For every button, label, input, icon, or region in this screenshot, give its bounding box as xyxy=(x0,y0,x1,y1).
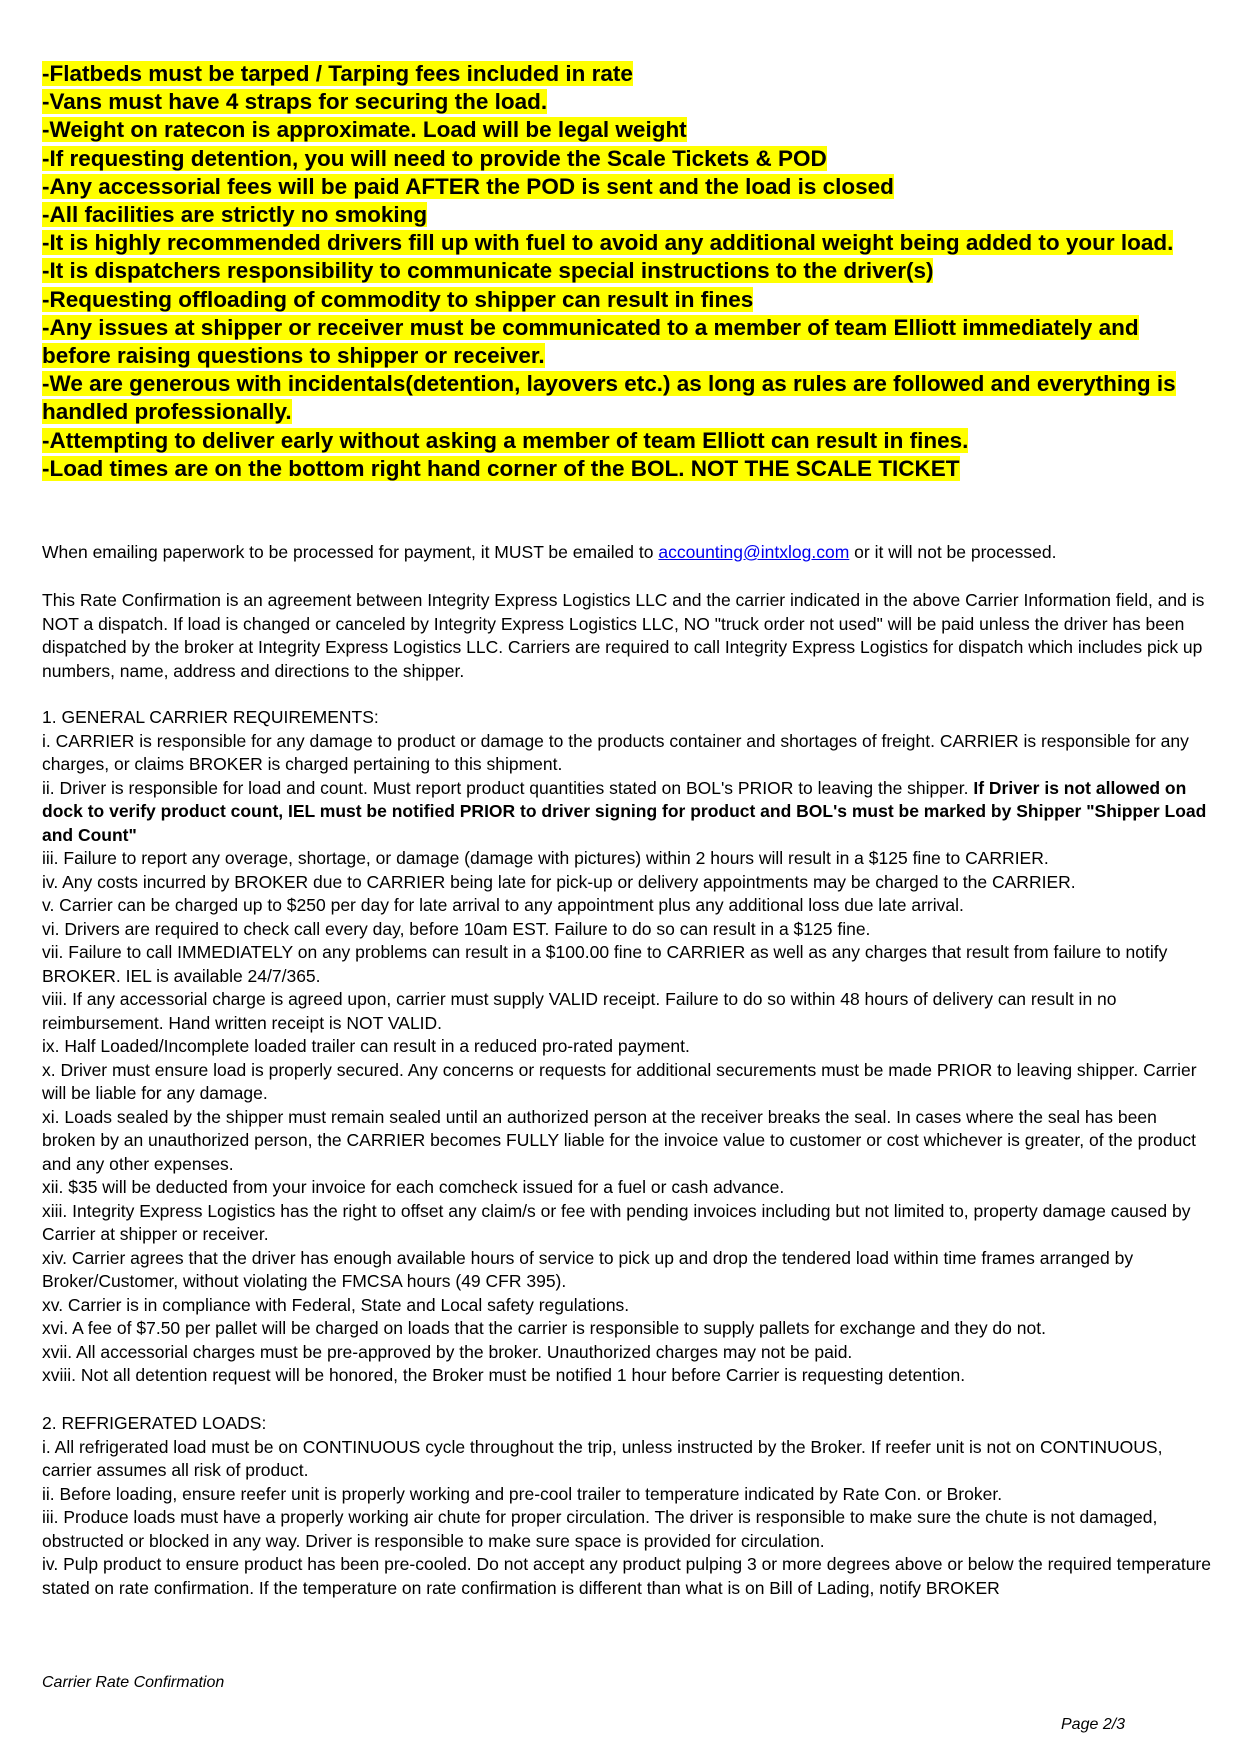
instruction-line: -All facilities are strictly no smoking xyxy=(42,202,428,228)
instruction-line: -It is dispatchers responsibility to communicate special instructions to the driver(s) xyxy=(42,258,934,284)
requirement-item: vii. Failure to call IMMEDIATELY on any problems can result in a $100.00 fine to CARRIER as well as any charges that result from failure to notify BROKER. IEL is available 24/7/365. xyxy=(42,942,1168,986)
requirement-item: iv. Any costs incurred by BROKER due to CARRIER being late for pick-up or delivery appointments may be charged to the CARRIER. xyxy=(42,871,1076,892)
footer-document-title: Carrier Rate Confirmation xyxy=(42,1674,225,1691)
requirement-item: i. All refrigerated load must be on CONTINUOUS cycle throughout the trip, unless instructed by the Broker. If reefer unit is not on CONTINUOUS, carrier assumes all risk of product. xyxy=(42,1436,1163,1480)
requirement-item: viii. If any accessorial charge is agreed upon, carrier must supply VALID receipt. Failure to do so within 48 hours of delivery can result in no reimbursement. Hand written receipt is NOT VALID. xyxy=(42,989,1117,1033)
requirement-item: iii. Failure to report any overage, shortage, or damage (damage with pictures) within 2 hours will result in a $125 fine to CARRIER. xyxy=(42,848,1049,868)
requirement-item: vi. Drivers are required to check call every day, before 10am EST. Failure to do so can result in a $125 fine. xyxy=(42,918,871,939)
instruction-line: handled professionally. xyxy=(42,399,292,425)
section-refrigerated-loads xyxy=(42,1412,1212,1600)
section-heading: 2. REFRIGERATED LOADS: xyxy=(42,1413,267,1433)
requirement-item: ii. Before loading, ensure reefer unit is properly working and pre-cool trailer to temperature indicated by Rate Con. or Broker. xyxy=(42,1483,1003,1504)
footer-page-number: Page 2/3 xyxy=(1061,1716,1126,1733)
instruction-line: -We are generous with incidentals(detention, layovers etc.) as long as rules are followed and everything is xyxy=(42,371,1176,397)
requirement-item: xviii. Not all detention request will be honored, the Broker must be notified 1 hour before Carrier is requesting detention. xyxy=(42,1365,966,1385)
requirement-item: ix. Half Loaded/Incomplete loaded trailer can result in a reduced pro-rated payment. xyxy=(42,1036,690,1056)
requirement-item: xiii. Integrity Express Logistics has the right to offset any claim/s or fee with pending invoices including but not limited to, property damage caused by Carrier at shipper or receiver. xyxy=(42,1200,1191,1244)
agreement-paragraph: This Rate Confirmation is an agreement between Integrity Express Logistics LLC and the carrier indicated in the above Carrier Information field, and is NOT a dispatch. If load is changed or canceled by Integrity Express Logistics LLC, NO "truck order not used" will be paid unless the driver has been dispatched by the broker at Integrity Express Logistics LLC. Carriers are required to call Integrity Express Logistics for dispatch which includes pick up numbers, name, address and directions to the shipper. xyxy=(42,590,1205,681)
requirement-item: v. Carrier can be charged up to $250 per day for late arrival to any appointment plus any additional loss due late arrival. xyxy=(42,895,964,915)
instruction-line: -If requesting detention, you will need to provide the Scale Tickets & POD xyxy=(42,145,827,171)
requirement-item: xi. Loads sealed by the shipper must remain sealed until an authorized person at the receiver breaks the seal. In cases where the seal has been broken by an unauthorized person, the CARRIER becomes FULLY liable for the invoice value to customer or cost whichever is greater, of the product and any other expenses. xyxy=(42,1106,1196,1174)
instruction-line: -Load times are on the bottom right hand corner of the BOL. NOT THE SCALE TICKET xyxy=(42,455,960,481)
accounting-email-link[interactable]: accounting@intxlog.com xyxy=(658,542,850,562)
requirement-item: xiv. Carrier agrees that the driver has enough available hours of service to pick up and drop the tendered load within time frames arranged by Broker/Customer, without violating the FMCSA hours (49 CFR 395). xyxy=(42,1247,1134,1291)
instruction-line: -Any issues at shipper or receiver must be communicated to a member of team Elliott immediately and xyxy=(42,314,1139,340)
instruction-line: -It is highly recommended drivers fill up with fuel to avoid any additional weight being added to your load. xyxy=(42,230,1174,256)
highlighted-instructions xyxy=(42,60,1202,483)
instruction-line: -Requesting offloading of commodity to shipper can result in fines xyxy=(42,286,754,312)
instruction-line: -Weight on ratecon is approximate. Load will be legal weight xyxy=(42,117,687,143)
requirement-item: xii. $35 will be deducted from your invoice for each comcheck issued for a fuel or cash advance. xyxy=(42,1177,785,1197)
email-notice: When emailing paperwork to be processed for payment, it MUST be emailed to accounting@intxlog.com or it will not be processed. xyxy=(42,542,1057,562)
requirement-item: xv. Carrier is in compliance with Federal, State and Local safety regulations. xyxy=(42,1294,630,1315)
requirement-item: iii. Produce loads must have a properly working air chute for proper circulation. The driver is responsible to make sure the chute is not damaged, obstructed or blocked in any way. Driver is responsible to make sure space is provided for circulation. xyxy=(42,1507,1158,1551)
section-heading: 1. GENERAL CARRIER REQUIREMENTS: xyxy=(42,707,379,727)
instruction-line: -Flatbeds must be tarped / Tarping fees included in rate xyxy=(42,61,633,86)
instruction-line: -Attempting to deliver early without asking a member of team Elliott can result in fines. xyxy=(42,427,969,453)
requirement-item: iv. Pulp product to ensure product has been pre-cooled. Do not accept any product pulping 3 or more degrees above or below the required temperature stated on rate confirmation. If the temperature on rate confirmation is different than what is on Bill of Lading, notify BROKER xyxy=(42,1554,1211,1598)
requirement-item: xvii. All accessorial charges must be pre-approved by the broker. Unauthorized charges may not be paid. xyxy=(42,1341,853,1362)
requirement-item: i. CARRIER is responsible for any damage to product or damage to the products container and shortages of freight. CARRIER is responsible for any charges, or claims BROKER is charged pertaining to this shipment. xyxy=(42,730,1189,774)
requirement-item: x. Driver must ensure load is properly secured. Any concerns or requests for additional securements must be made PRIOR to leaving shipper. Carrier will be liable for any damage. xyxy=(42,1059,1197,1103)
instruction-line: before raising questions to shipper or receiver. xyxy=(42,343,545,369)
requirement-item: ii. Driver is responsible for load and count. Must report product quantities stated on BOL's PRIOR to leaving the shipper. If Driver is not allowed on dock to verify product count, IEL must be notified PRIOR to driver signing for product and BOL's must be marked by Shipper "Shipper Load and Count" xyxy=(42,777,1207,845)
requirement-item: xvi. A fee of $7.50 per pallet will be charged on loads that the carrier is responsible to supply pallets for exchange and they do not. xyxy=(42,1318,1046,1338)
section-general-carrier-requirements xyxy=(42,706,1212,1388)
instruction-line: -Vans must have 4 straps for securing the load. xyxy=(42,89,548,115)
instruction-line: -Any accessorial fees will be paid AFTER the POD is sent and the load is closed xyxy=(42,173,894,199)
